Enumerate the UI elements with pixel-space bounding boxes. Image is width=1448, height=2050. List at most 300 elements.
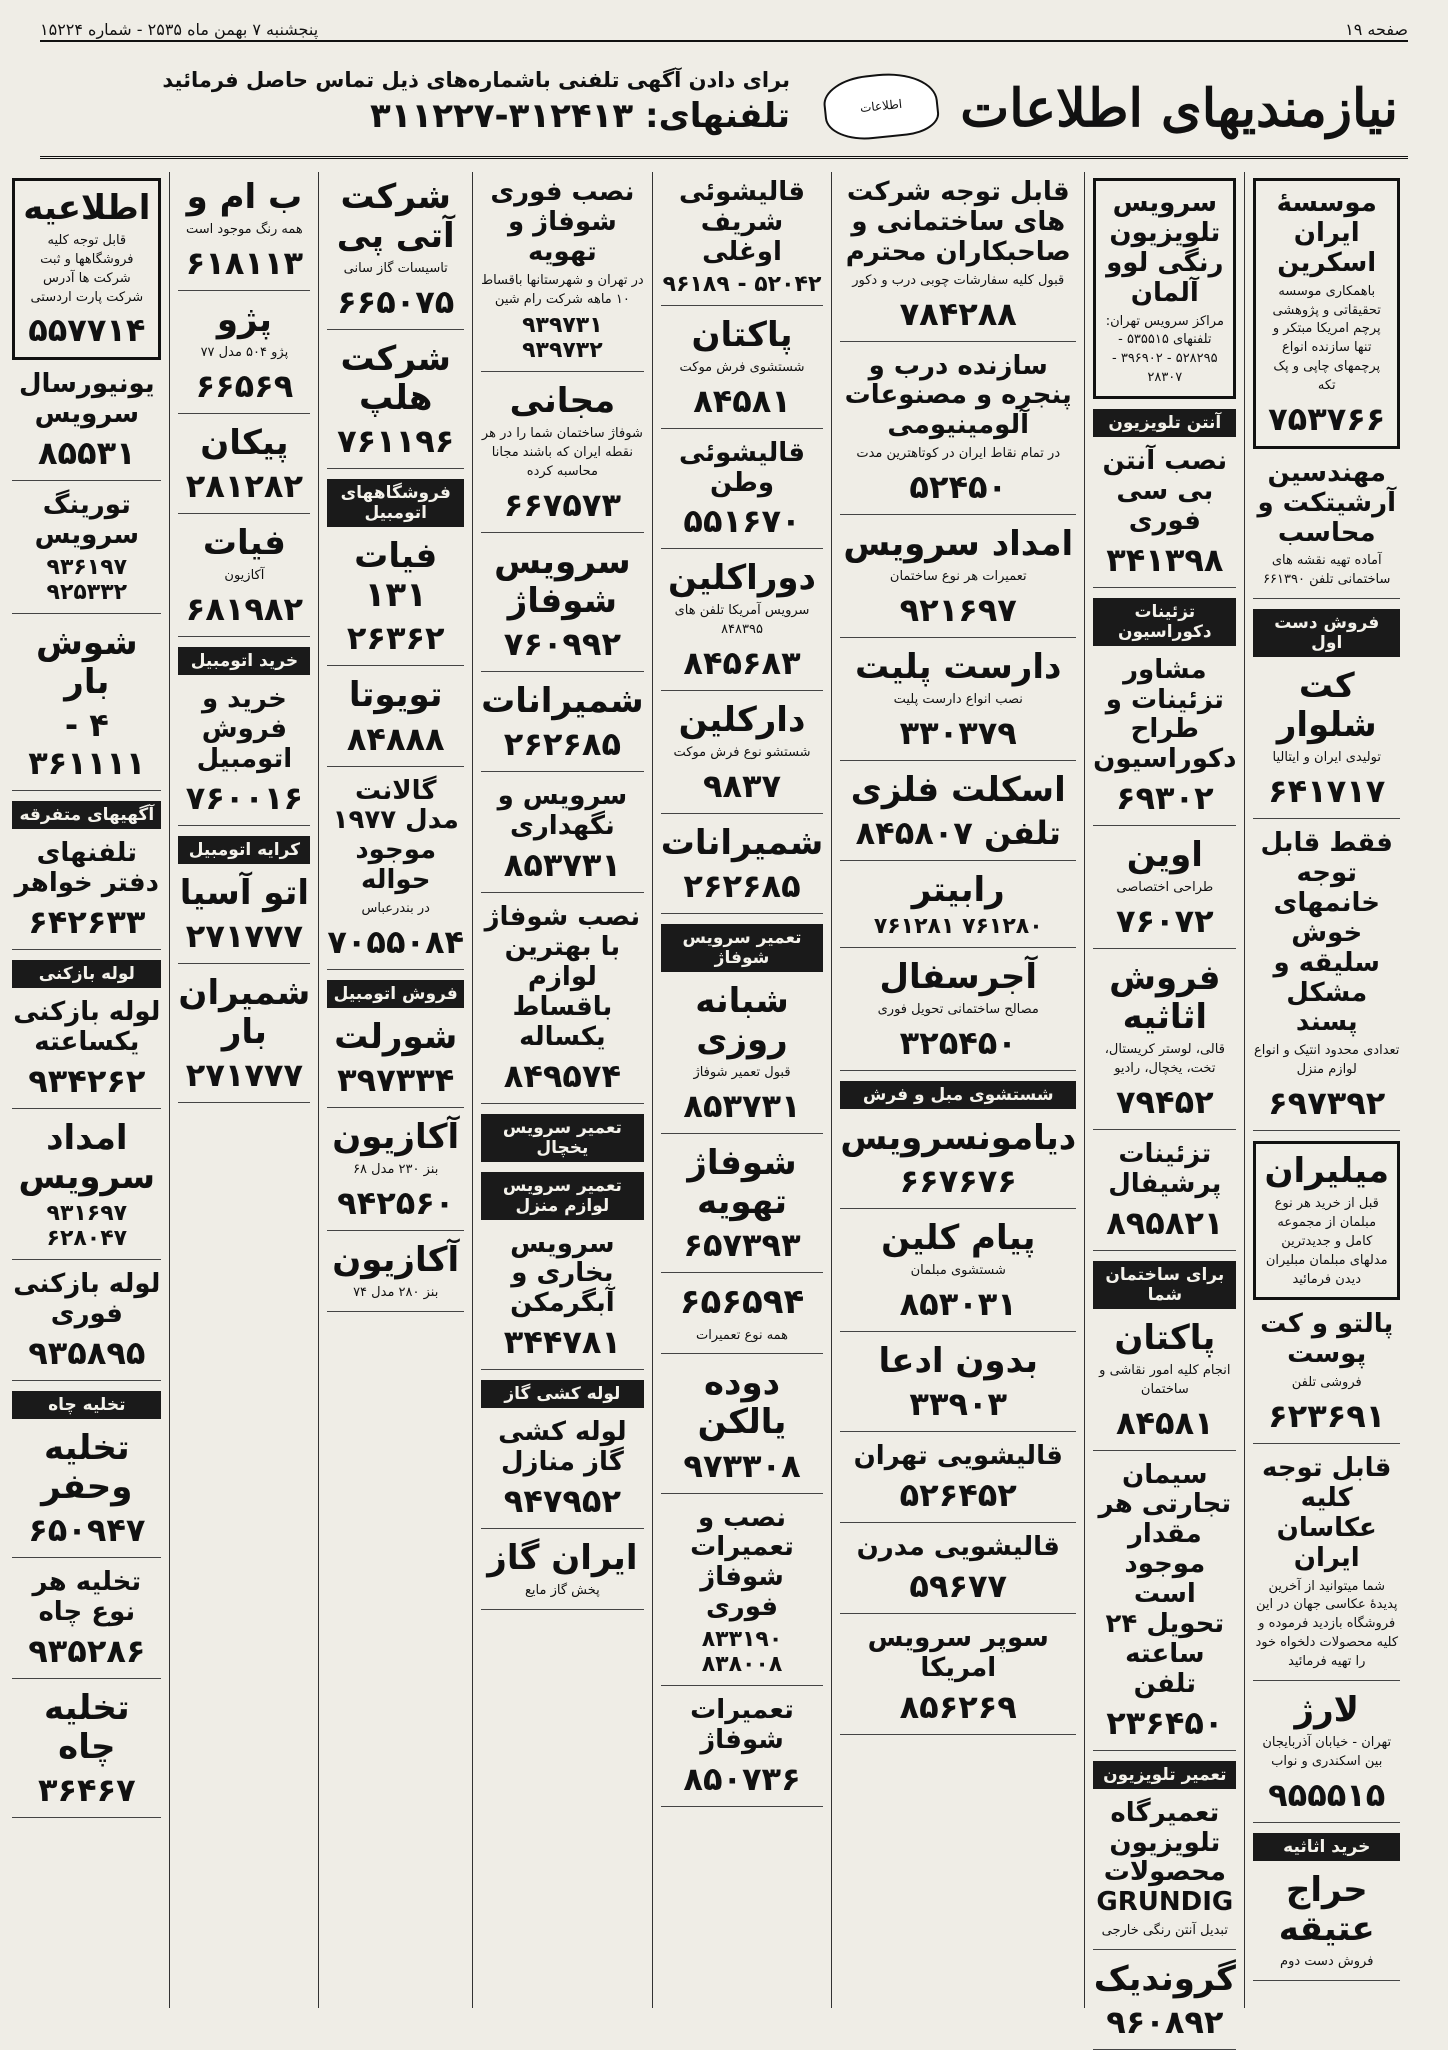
ad-phone: ۸۵۳۷۳۱ [503, 846, 621, 885]
ad-phone: ۶۶۷۵۷۳ [503, 485, 621, 524]
ad-columns [13, 172, 1408, 2042]
classified-ad [661, 1696, 824, 1807]
classified-ad [327, 676, 464, 766]
ad-phone: ۳۴۱۳۹۸ [1106, 540, 1224, 579]
classified-ad [481, 1230, 644, 1371]
ad-phone: ۷۶۰۰۱۶ [185, 778, 303, 817]
ad-title: شمیرانات [660, 823, 824, 864]
ad-body: انجام کلیه امور نقاشی و ساختمان [1099, 1362, 1231, 1397]
ad-phone: ۲۳۶۴۵۰ [1106, 1703, 1224, 1742]
classified-ad [840, 178, 1076, 342]
ad-body: در تمام نقاط ایران در کوتاهترین مدت [856, 446, 1061, 462]
ad-column [1244, 172, 1408, 2008]
classified-ad [12, 1429, 161, 1558]
classified-ad [327, 1241, 464, 1312]
ad-title: دارست پلیت [855, 646, 1062, 687]
classified-ad [178, 874, 310, 964]
ad-title: سیمان تجارتی هر مقدار موجود است تحویل ۲۴ ساعته تلفن [1098, 1459, 1232, 1699]
ad-phone: ۷۶۱۱۹۶ [337, 422, 455, 461]
ad-body: تولیدی ایران و ایتالیا [1272, 750, 1381, 766]
classified-ad [1093, 447, 1236, 588]
ad-phone: ۸۵۰۷۳۶ [683, 1759, 801, 1798]
classified-ad [661, 701, 824, 814]
section-heading: فروش دست اول [1253, 609, 1400, 657]
ad-title: پژو [216, 299, 272, 340]
classified-ad [178, 974, 310, 1103]
classified-ad [178, 301, 310, 414]
ad-title: تعمیرگاه تلویزیون محصولات GRUNDIG [1096, 1797, 1234, 1918]
ad-title: پاکتان [1114, 1317, 1216, 1358]
ad-title: تخلیه وحفر [41, 1427, 133, 1507]
ad-body: تهران - خیابان آذربایجان بین اسکندری و نواب [1262, 1734, 1392, 1769]
classified-ad [840, 1119, 1076, 1209]
ad-body: شما میتوانید از آخرین پدیدهٔ عکاسی جهان در این فروشگاه بازدید فرموده و کلیه محصولات دلخواه خود را تهیه فرمائید [1255, 1578, 1399, 1669]
ad-title: آکازیون [332, 1117, 460, 1157]
ad-phone: ۳۳۰۳۷۹ [899, 713, 1017, 752]
ad-phone: ۶۵۰۹۴۷ [28, 1510, 146, 1549]
classified-ad [1093, 656, 1236, 827]
masthead [40, 56, 1408, 159]
classified-ad [1093, 1140, 1236, 1251]
ad-phone: ۷۹۴۵۲ [1115, 1082, 1214, 1121]
ad-body: شستشوی مبلمان [910, 1263, 1006, 1279]
ad-title: قالیشوئی شریف اوغلی [679, 177, 806, 267]
ad-title: شمیرانات [481, 681, 644, 722]
section-heading: خرید اتومبیل [178, 647, 310, 675]
ad-title: قالیشویی مدرن [856, 1532, 1060, 1563]
ad-title: قالیشوئی وطن [679, 437, 806, 498]
classified-ad [1253, 667, 1400, 819]
ad-phone: ۷۶۱۲۸۰ ۷۶۱۲۸۱ [873, 914, 1043, 940]
newspaper-logo-icon [821, 68, 941, 144]
ad-phone: ۸۹۵۸۲۱ [1106, 1203, 1224, 1242]
ad-phone: ۹۳۴۲۶۲ [28, 1061, 146, 1100]
ad-body: قالی، لوستر کریستال، تخت، یخچال، رادیو [1104, 1042, 1225, 1077]
ad-phone: ۸۵۶۲۶۹ [899, 1687, 1017, 1726]
ad-title: پیکان [200, 422, 289, 463]
ad-title: قالیشویی تهران [853, 1441, 1063, 1472]
ad-column [318, 172, 472, 2008]
ad-body: فروش دست دوم [1280, 1953, 1374, 1969]
ad-body: بنز ۲۸۰ مدل ۷۴ [353, 1285, 439, 1301]
ad-body: آکازیون [224, 568, 265, 584]
ad-title: بدون ادعا [878, 1341, 1038, 1382]
ad-phone: ۷۶۰۷۲ [1115, 902, 1214, 941]
ad-title: لارژ [1294, 1689, 1359, 1730]
classified-ad [12, 1689, 161, 1818]
ad-title: آجرسفال [879, 957, 1037, 998]
classified-ad [840, 352, 1076, 516]
classified-ad [12, 1568, 161, 1679]
classified-ad [840, 1442, 1076, 1523]
ad-title: شمیران بار [178, 972, 311, 1052]
classified-ad [481, 543, 644, 672]
ad-phone: ۲۸۱۲۸۲ [185, 466, 303, 505]
classified-ad [327, 1018, 464, 1108]
ad-title: موسسهٔ ایران اسکرین [1276, 188, 1377, 278]
classified-ad [12, 1270, 161, 1381]
ad-body: تعمیرات هر نوع ساختمان [889, 569, 1027, 585]
classified-ad [1253, 1871, 1400, 1981]
classified-ad [840, 1342, 1076, 1432]
classified-ad [178, 178, 310, 291]
ad-title: شوفاژ تهویه [687, 1143, 797, 1223]
ad-phone: ۹۲۱۶۹۷ [899, 590, 1017, 629]
ad-title: مهندسین آرشیتکت و محاسب [1257, 457, 1396, 548]
ad-title: اتو آسیا [179, 872, 310, 913]
section-heading: لوله کشی گاز [481, 1380, 644, 1408]
ad-phone: ۹۳۶۱۹۷ ۹۲۵۳۳۲ [46, 555, 128, 606]
classified-ad [661, 559, 824, 691]
classified-ad [178, 524, 310, 637]
classified-ad [840, 771, 1076, 861]
page-topline [40, 18, 1408, 42]
ad-body: همه نوع تعمیرات [695, 1327, 789, 1343]
page-label: صفحه ۱۹ [1345, 19, 1408, 39]
ad-title: لوله بازکنی یکساعته [13, 997, 161, 1057]
ad-phone: ۲۶۳۶۲ [346, 619, 445, 658]
ad-title: سرویس تلویزیون رنگی لوو آلمان [1106, 188, 1224, 308]
ad-phone: ۷۵۳۷۶۶ [1268, 399, 1386, 438]
ad-title: گالانت مدل ۱۹۷۷ موجود حواله [332, 775, 459, 896]
ad-title: فیات [202, 522, 286, 563]
ad-title: تخلیه چاه [43, 1687, 130, 1767]
ad-title: نصب و تعمیرات شوفاژ فوری [690, 1502, 794, 1623]
ad-body: طراحی اختصاصی [1116, 880, 1214, 896]
ad-title: دوده یالکن [697, 1363, 787, 1443]
ad-title: پالتو و کت پوست [1260, 1309, 1394, 1370]
ad-title: اطلاعیه [23, 188, 151, 228]
ad-title: مجانی [509, 381, 616, 422]
classified-ad [327, 340, 464, 469]
ad-phone: ۲۷۱۷۷۷ [185, 1055, 303, 1094]
ad-title: ۶۵۶۵۹۴ [679, 1282, 805, 1323]
ad-body: تاسیسات گاز سانی [343, 261, 448, 277]
ad-column [4, 172, 169, 2008]
ad-body: همه رنگ موجود است [186, 222, 303, 238]
classified-ad [481, 1418, 644, 1529]
ad-body: قبل از خرید هر نوع مبلمان از مجموعه کامل و جدیدترین مدلهای مبلمان مبلیران دیدن فرمائید [1265, 1196, 1388, 1287]
ad-phone: ۸۳۳۱۹۰ ۸۳۸۰۰۸ [701, 1627, 783, 1678]
ad-body: پخش گاز مایع [525, 1583, 600, 1599]
section-heading: تعمیر سرویس شوفاژ [661, 924, 824, 972]
classified-ad [481, 1539, 644, 1610]
classified-ad [661, 178, 824, 306]
ad-title: سوپر سرویس امریکا [867, 1622, 1049, 1683]
classified-ad [12, 1119, 161, 1260]
ad-phone: تلفن ۸۴۵۸۰۷ [855, 814, 1061, 852]
classified-ad [1253, 1310, 1400, 1444]
ad-phone: ۸۴۹۵۷۴ [503, 1056, 621, 1095]
classified-ad [481, 682, 644, 772]
classified-ad [12, 998, 161, 1109]
ad-title: آکازیون [332, 1239, 460, 1280]
ad-phone: ۹۴۷۹۵۲ [503, 1481, 621, 1520]
classified-ad [840, 1533, 1076, 1614]
ad-phone: ۶۱۸۱۱۳ [185, 243, 303, 282]
ad-title: یونیورسال سرویس [19, 369, 155, 430]
classified-ad [1093, 1960, 1236, 2050]
ad-phone: ۶۶۵۰۷۵ [337, 283, 455, 322]
classified-ad [12, 839, 161, 950]
classified-ad [661, 316, 824, 429]
ad-title: سرویس بخاری و آبگرمکن [510, 1228, 615, 1319]
ad-phone: ۷۸۴۲۸۸ [899, 294, 1017, 333]
classified-ad [1253, 1454, 1400, 1681]
ad-body: تعدادی محدود انتیک و انواع لوازم منزل [1254, 1043, 1400, 1078]
section-heading: برای ساختمان شما [1093, 1261, 1236, 1309]
ad-title: لوله بازکنی فوری [13, 1268, 161, 1329]
section-heading: تخلیه چاه [12, 1391, 161, 1419]
ad-title: پاکتان [691, 314, 793, 355]
ad-title: نصب شوفاژ با بهترین لوازم باقساط یکساله [484, 902, 641, 1052]
ad-title: سرویس و نگهداری [497, 781, 628, 842]
classified-ad [1093, 178, 1236, 399]
ad-title: قابل توجه کلیه عکاسان ایران [1262, 1452, 1392, 1573]
classified-ad [661, 439, 824, 550]
ad-title: شبانه روزی [695, 981, 789, 1061]
ad-body: قبول کلیه سفارشات چوبی درب و دکور [852, 272, 1065, 288]
ad-title: فیات ۱۳۱ [354, 536, 438, 616]
ad-phone: ۹۳۵۸۹۵ [28, 1333, 146, 1372]
ad-body: باهمکاری موسسه تحقیقاتی و پژوهشی پرچم امریکا مبتکر و تنها سازنده انواع پرچمهای چاپی و پک تکه [1272, 283, 1381, 393]
ad-phone: ۷۰۵۵۰۸۴ [327, 922, 465, 961]
ad-title: فروش اثاثیه [1109, 958, 1221, 1038]
ad-phone: ۸۴۵۶۸۳ [683, 644, 801, 683]
ad-title: نصب آنتن بی سی فوری [1102, 445, 1228, 536]
ad-phone: ۳۲۵۴۵۰ [899, 1024, 1017, 1063]
ad-title: فقط قابل توجه خانمهای خوش سلیقه و مشکل پسند [1260, 828, 1393, 1038]
call-phones: تلفنهای: ۳۱۲۴۱۳-۳۱۱۲۲۷ [370, 96, 790, 136]
ad-title: پیام کلین [881, 1218, 1036, 1259]
ad-phone: ۵۲۰۴۲ - ۹۶۱۸۹ [662, 271, 822, 297]
ad-phone: ۹۴۲۵۶۰ [337, 1183, 455, 1222]
classified-ad [1253, 1691, 1400, 1823]
section-heading: تعمیر تلویزیون [1093, 1761, 1236, 1789]
ad-body: در تهران و شهرستانها باقساط ۱۰ ماهه شرکت رام شین [481, 272, 644, 307]
classified-ad [1253, 178, 1400, 449]
ad-title: شرکت آتی پی [336, 177, 455, 257]
ad-body: تبدیل آنتن رنگی خارجی [1101, 1923, 1228, 1939]
ad-phone: ۶۹۷۳۹۲ [1268, 1084, 1386, 1123]
ad-title: امداد سرویس [843, 524, 1074, 565]
ad-body: مصالح ساختمانی تحویل فوری [877, 1002, 1039, 1018]
ad-title: خرید و فروش اتومبیل [196, 683, 293, 774]
section-heading: تزئینات دکوراسیون [1093, 598, 1236, 646]
classified-ad [12, 491, 161, 614]
ad-phone: ۶۴۱۷۱۷ [1268, 772, 1386, 811]
ad-column [831, 172, 1084, 2008]
ad-body: آماده تهیه نقشه های ساختمانی تلفن ۶۶۱۳۹۰ [1263, 553, 1391, 588]
section-heading: تعمیر سرویس یخچال [481, 1114, 644, 1162]
ad-phone: ۲۷۱۷۷۷ [185, 916, 303, 955]
call-instruction: برای دادن آگهی تلفنی باشماره‌های ذیل تماس حاصل فرمائید [162, 68, 790, 92]
ad-phone: ۸۴۸۸۸ [346, 719, 445, 758]
ad-title: سرویس شوفاژ [494, 541, 631, 622]
classified-ad [327, 1118, 464, 1231]
ad-phone: ۹۸۳۷ [702, 767, 782, 806]
classified-ad [661, 1504, 824, 1687]
ad-phone: ۲۶۲۶۸۵ [503, 725, 621, 764]
ad-title: دوراکلین [668, 558, 816, 599]
ad-phone: ۵۲۴۵۰ [909, 468, 1008, 507]
classified-ad [327, 178, 464, 330]
ad-column [472, 172, 652, 2008]
classified-ad [840, 648, 1076, 761]
ad-phone: ۶۹۳۰۲ [1115, 779, 1214, 818]
classified-ad [840, 525, 1076, 638]
ad-title: قابل توجه شرکت های ساختمانی و صاحبکاران محترم [845, 177, 1071, 267]
section-heading: شستشوی مبل و فرش [840, 1081, 1076, 1109]
ad-phone: ۶۵۷۳۹۳ [683, 1226, 801, 1265]
ad-title: لوله کشی گاز منازل [498, 1417, 627, 1478]
ad-phone: ۶۶۵۶۹ [195, 366, 294, 405]
ad-phone: ۶۲۳۶۹۱ [1268, 1396, 1386, 1435]
ad-body: فروشی تلفن [1291, 1375, 1362, 1391]
classified-ad [661, 1144, 824, 1273]
classified-ad [840, 1624, 1076, 1735]
classified-ad [661, 982, 824, 1134]
classified-ad [327, 537, 464, 666]
classified-ad [12, 178, 161, 360]
ad-phone: ۶۴۲۶۳۳ [28, 903, 146, 941]
ad-title: رابیتر [911, 870, 1005, 910]
classified-ad [178, 424, 310, 514]
ad-title: تعمیرات شوفاژ [690, 1695, 794, 1755]
classified-ad [1093, 959, 1236, 1130]
ad-body: پژو ۵۰۴ مدل ۷۷ [200, 345, 289, 361]
ad-title: گروندیک [1093, 1959, 1236, 2000]
ad-body: قابل توجه کلیه فروشگاهها و ثبت شرکت ها آدرس شرکت پارت اردستی [30, 233, 144, 305]
ad-title: نصب فوری شوفاژ و تهویه [490, 177, 635, 267]
ad-phone: ۵۹۶۷۷ [909, 1566, 1008, 1605]
ad-phone: ۳۹۷۳۳۴ [337, 1061, 455, 1099]
classified-ad [1093, 836, 1236, 949]
ad-title: اسکلت فلزی [850, 769, 1066, 810]
ad-title: شورلت [334, 1016, 458, 1057]
ad-title: تورینگ سرویس [34, 490, 140, 551]
ad-phone: ۶۸۱۹۸۲ [185, 589, 303, 628]
classified-ad [661, 1364, 824, 1493]
section-heading: کرایه اتومبیل [178, 836, 310, 864]
ad-phone: ۵۵۱۶۷۰ [683, 502, 801, 541]
ad-phone: ۹۶۰۸۹۲ [1106, 2003, 1224, 2042]
ad-title: امداد سرویس [18, 1117, 156, 1197]
logo-text: اطلاعات [859, 96, 903, 116]
ad-title: شرکت هلپ [340, 339, 451, 419]
ad-phone: ۷۶۰۹۹۲ [503, 625, 621, 664]
masthead-contact [50, 68, 790, 136]
ad-body: قبول تعمیر شوفاژ [693, 1065, 791, 1081]
ad-title: دارکلین [678, 700, 806, 741]
classified-ad [840, 958, 1076, 1071]
ad-phone: ۳۴۴۷۸۱ [503, 1323, 621, 1362]
section-heading: آنتن تلویزیون [1093, 409, 1236, 437]
classified-ad [1093, 1799, 1236, 1950]
ad-phone: ۸۵۳۰۳۱ [899, 1285, 1017, 1324]
ad-phone: ۳۶۴۶۷ [37, 1770, 136, 1809]
classified-ad [481, 382, 644, 533]
ad-phone: ۹۳۹۷۳۱ ۹۳۹۷۳۲ [522, 313, 603, 364]
ad-phone: ۹۳۵۲۸۶ [28, 1631, 146, 1670]
ad-body: شستشو نوع فرش موکت [673, 745, 811, 761]
ad-column [1084, 172, 1244, 2042]
classified-ad [661, 1283, 824, 1354]
ad-phone: ۳۳۹۰۳ [909, 1385, 1008, 1424]
ad-title: سازنده درب و پنجره و مصنوعات آلومینیومی [844, 350, 1072, 441]
ad-title: حراج عتیقه [1278, 1869, 1375, 1949]
ad-body: شستشوی فرش موکت [679, 359, 805, 375]
section-heading: لوله بازکنی [12, 960, 161, 988]
ad-phone: ۲۶۲۶۸۵ [683, 867, 801, 906]
ad-body: مراکز سرویس تهران: تلفنهای ۵۳۵۵۱۵ - ۵۲۸۲۹۵ - ۳۹۶۹۰۲ - ۲۸۳۰۷ [1105, 313, 1224, 386]
ad-phone: ۸۴۵۸۱ [1115, 1403, 1214, 1442]
ad-body: نصب انواع دارست پلیت [893, 692, 1023, 708]
classified-ad [178, 685, 310, 826]
ad-phone: ۸۵۵۳۱ [37, 434, 136, 473]
classified-ad [840, 871, 1076, 948]
ad-title: مشاور تزئینات و طراح دکوراسیون [1093, 654, 1237, 775]
section-heading: تعمیر سرویس لوازم منزل [481, 1172, 644, 1220]
classified-ad [481, 903, 644, 1103]
ad-title: ایران گاز [487, 1537, 638, 1578]
ad-phone: ۵۲۶۴۵۲ [899, 1476, 1017, 1515]
classified-ad [661, 824, 824, 914]
ad-title: تویوتا [348, 675, 443, 716]
ad-title: کت شلوار [1276, 666, 1377, 746]
classified-ad [1253, 459, 1400, 599]
page-title: نیازمندیهای اطلاعات [960, 78, 1398, 139]
ad-phone: ۸۴۵۸۱ [693, 381, 791, 420]
ad-phone: ۹۳۱۶۹۷ ۶۲۸۰۴۷ [46, 1200, 128, 1251]
ad-phone: ۵۵۷۷۱۴ [28, 311, 146, 350]
classified-ad [12, 624, 161, 791]
ad-title: اوین [1126, 835, 1203, 876]
ad-body: بنز ۲۳۰ مدل ۶۸ [353, 1162, 439, 1178]
ad-phone: ۴ - ۳۶۱۱۱۱ [28, 706, 146, 783]
ad-column [169, 172, 318, 2008]
section-heading: فروشگاههای اتومبیل [327, 479, 464, 527]
classified-ad [1253, 1141, 1400, 1300]
ad-body: سرویس آمریکا تلفن های ۸۴۸۳۹۵ [674, 603, 810, 638]
ad-title: دیامونسرویس [840, 1118, 1077, 1159]
ad-title: تزئینات پرشیفال [1108, 1138, 1222, 1199]
ad-phone: ۶۶۷۶۷۶ [899, 1162, 1017, 1201]
section-heading: آگهیهای متفرقه [12, 801, 161, 829]
section-heading: فروش اتومبیل [327, 980, 464, 1008]
ad-phone: ۸۵۳۷۳۱ [683, 1087, 801, 1126]
classified-ad [327, 777, 464, 970]
classified-ad [1093, 1319, 1236, 1451]
section-heading: خرید اثاثیه [1253, 1833, 1400, 1861]
ad-title: تلفنهای دفتر خواهر [14, 838, 159, 899]
ad-body: در بندرعباس [361, 901, 430, 917]
ad-phone: ۹۷۳۳۰۸ [683, 1446, 801, 1485]
classified-ad [481, 782, 644, 893]
ad-title: ب ام و [186, 177, 303, 217]
ad-body: شوفاژ ساختمان شما را در هر نقطه ایران که باشند مجانا محاسبه کرده [481, 426, 643, 480]
classified-ad [1093, 1461, 1236, 1751]
classified-ad [840, 1219, 1076, 1332]
issue-info: پنجشنبه ۷ بهمن ماه ۲۵۳۵ - شماره ۱۵۲۲۴ [40, 19, 319, 39]
ad-phone: ۹۵۵۵۱۵ [1268, 1775, 1386, 1814]
classified-ad [12, 370, 161, 481]
classified-ad [1253, 829, 1400, 1131]
ad-title: میلیران [1264, 1151, 1389, 1192]
classified-ad [481, 178, 644, 372]
ad-column [652, 172, 832, 2008]
ad-title: تخلیه هر نوع چاه [32, 1566, 142, 1627]
